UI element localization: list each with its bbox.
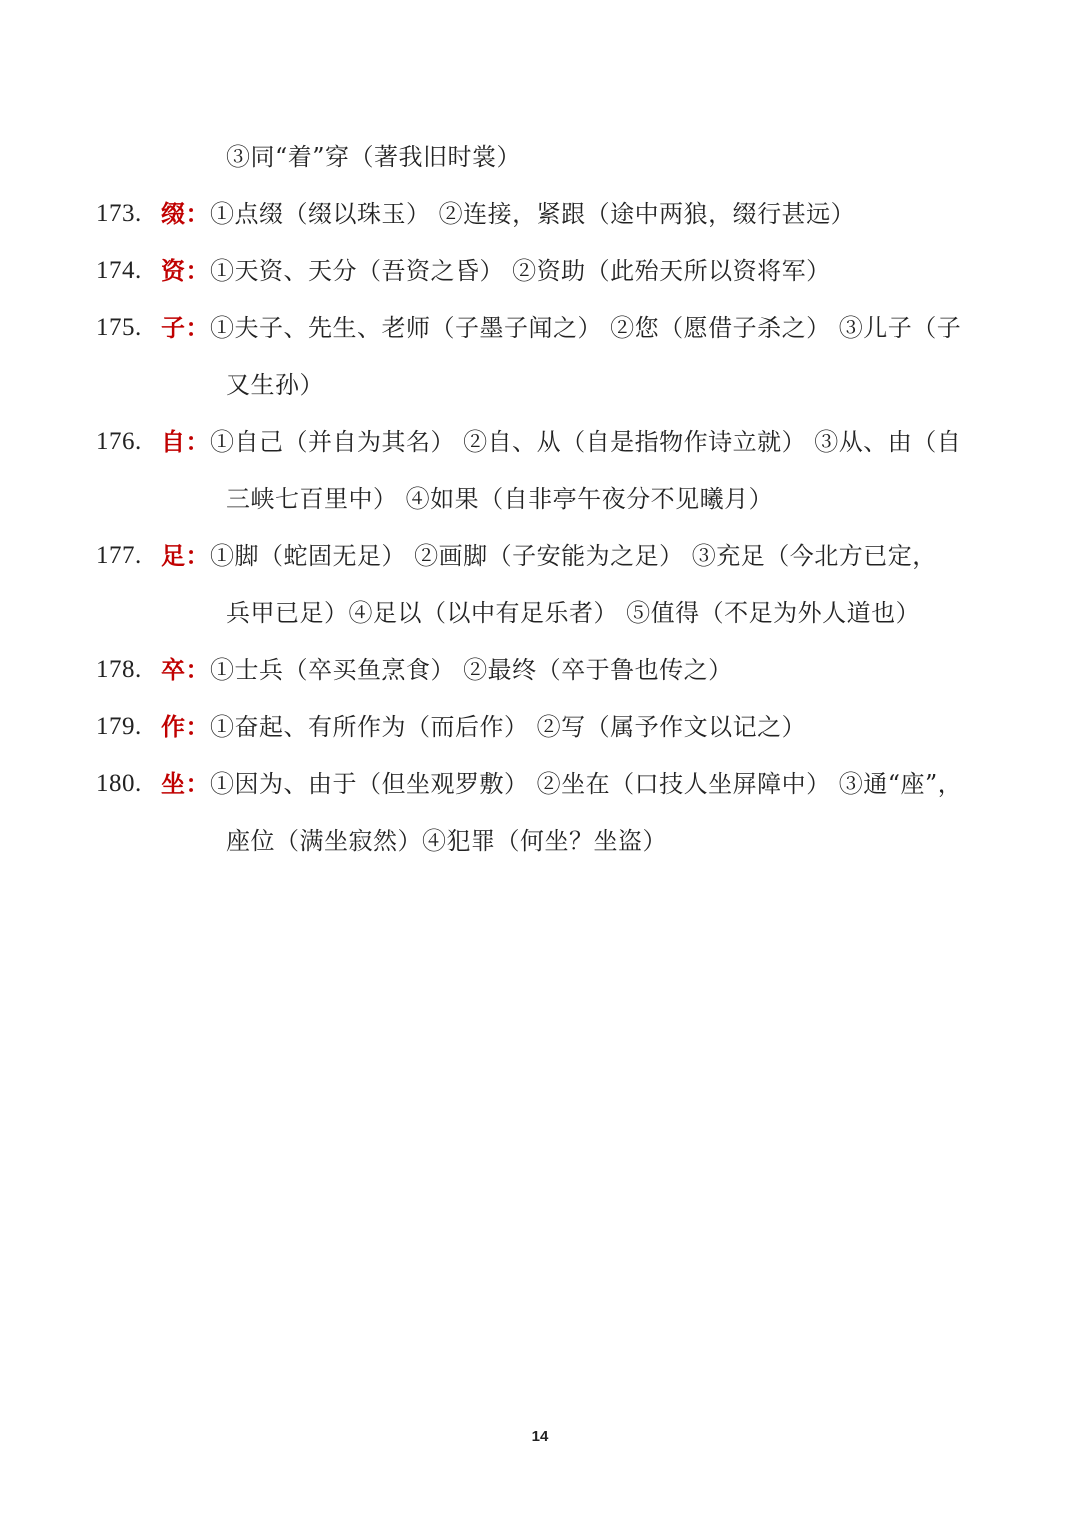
entry-headword: 自： (161, 427, 210, 456)
entry-definition: ①士兵（卒买鱼烹食） ②最终（卒于鲁也传之） (210, 656, 733, 684)
entry-definition-continued: 兵甲已足）④足以（以中有足乐者） ⑤值得（不足为外人道也） (226, 599, 921, 627)
entry-number: 174. (96, 257, 142, 284)
entry-definition: ①点缀（缀以珠玉） ②连接，紧跟（途中两狼，缀行甚远） (210, 200, 856, 228)
entry-definition: ①脚（蛇固无足） ②画脚（子安能为之足） ③充足（今北方已定， (210, 542, 937, 570)
entry-headword: 缀： (161, 199, 210, 228)
entry-definition-continued: 三峡七百里中） ④如果（自非亭午夜分不见曦月） (226, 485, 774, 513)
entry-definition: ①奋起、有所作为（而后作） ②写（属予作文以记之） (210, 713, 807, 741)
entry-number: 178. (96, 656, 142, 683)
entry-definition-continued: 座位（满坐寂然）④犯罪（何坐？坐盗） (226, 827, 667, 855)
entry-headword: 作： (161, 712, 210, 741)
entry-definition: ①天资、天分（吾资之昏） ②资助（此殆天所以资将军） (210, 257, 831, 285)
entry-definition-continued: 又生孙） (226, 371, 324, 399)
entry-number: 179. (96, 713, 142, 740)
entry-definition: ①因为、由于（但坐观罗敷） ②坐在（口技人坐屏障中） ③通“座”， (210, 770, 963, 798)
continuation-text: ③同“着”穿（著我旧时裳） (226, 143, 522, 171)
entry-headword: 资： (161, 256, 210, 285)
page-number: 14 (531, 1428, 549, 1445)
entry-number: 180. (96, 770, 142, 797)
entry-definition: ①夫子、先生、老师（子墨子闻之） ②您（愿借子杀之） ③儿子（子 (210, 314, 962, 342)
entry-number: 176. (96, 428, 142, 455)
entry-number: 173. (96, 200, 142, 227)
entry-headword: 子： (161, 313, 210, 342)
entry-number: 175. (96, 314, 142, 341)
entry-number: 177. (96, 542, 142, 569)
entry-headword: 坐： (161, 769, 210, 798)
entry-definition: ①自己（并自为其名） ②自、从（自是指物作诗立就） ③从、由（自 (210, 428, 962, 456)
entry-headword: 足： (161, 541, 210, 570)
entry-headword: 卒： (161, 655, 210, 684)
